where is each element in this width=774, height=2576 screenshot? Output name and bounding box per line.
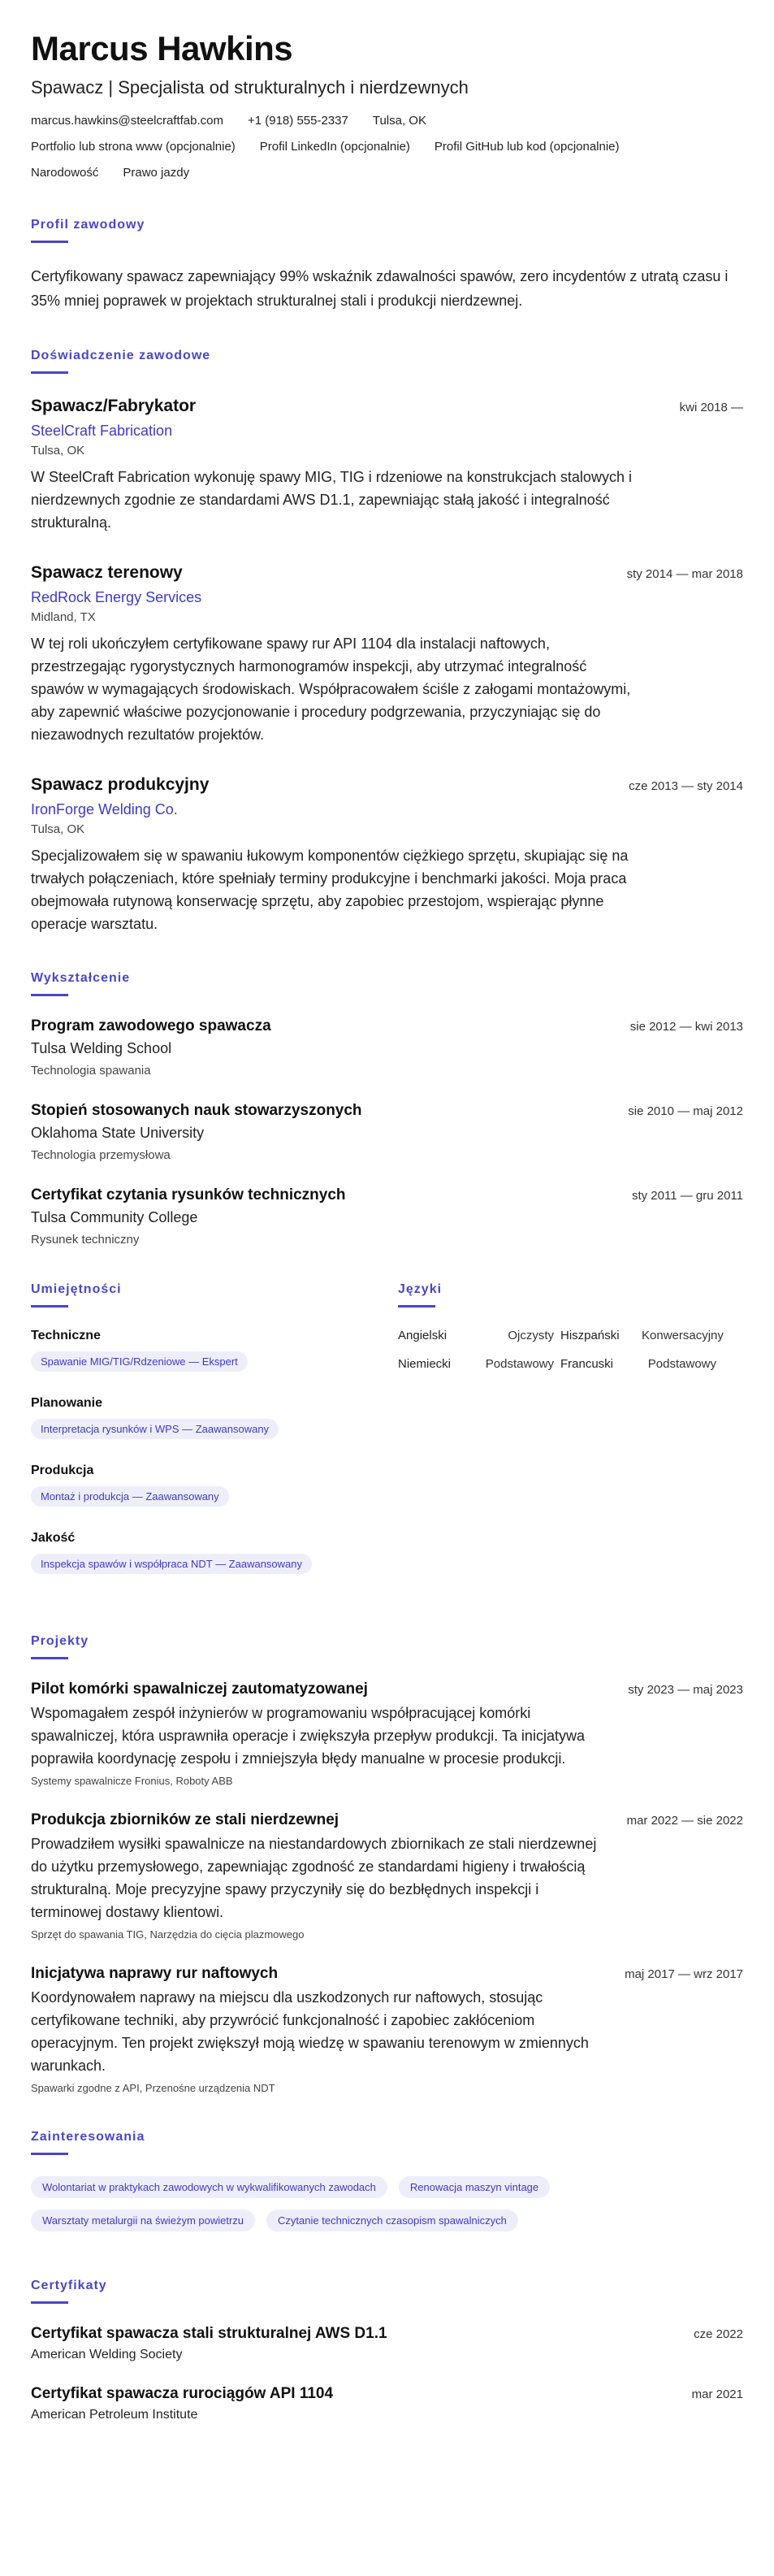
- field-of-study: Technologia spawania: [31, 1064, 151, 1078]
- job-description: W SteelCraft Fabrication wykonuję spawy MIG, TIG i rdzeniowe na konstrukcjach stalowych i nierdzewnych zgodnie ze standardami AWS D1.1, zapewniając stałą jakość i integralność strukturalną.: [31, 469, 632, 531]
- interest-chip: Renowacja maszyn vintage: [399, 2176, 550, 2198]
- location-text: Tulsa, OK: [372, 114, 426, 128]
- section-divider: [31, 2301, 68, 2304]
- education-dates: sty 2011 — gru 2011: [631, 1189, 743, 1203]
- project-dates: mar 2022 — sie 2022: [626, 1814, 743, 1828]
- education-item: [31, 1102, 743, 1162]
- projects-section: [31, 1634, 743, 2094]
- language-name: Hiszpański: [560, 1329, 620, 1342]
- experience-item: [31, 774, 743, 935]
- project-name: Pilot komórki spawalniczej zautomatyzowanej: [31, 1680, 368, 1698]
- summary-section: [31, 218, 743, 313]
- project-name: Inicjatywa naprawy rur naftowych: [31, 1965, 279, 1982]
- skill-chip: Interpretacja rysunków i WPS — Zaawansowany: [31, 1419, 279, 1439]
- skill-category: Jakość: [31, 1531, 76, 1545]
- language-level: Konwersacyjny: [642, 1329, 724, 1342]
- school-name: Tulsa Welding School: [31, 1040, 172, 1056]
- project-technologies: Spawarki zgodne z API, Przenośne urządzenia NDT: [31, 2082, 275, 2094]
- field-of-study: Technologia przemysłowa: [31, 1148, 171, 1162]
- experience-section: [31, 349, 743, 935]
- education-item: [31, 1017, 743, 1078]
- nationality-text: Narodowość: [31, 166, 99, 180]
- section-divider: [31, 371, 68, 374]
- section-divider: [31, 2153, 68, 2155]
- interest-chip: Wolontariat w praktykach zawodowych w wykwalifikowanych zawodach: [31, 2176, 387, 2198]
- driving-license-text: Prawo jazdy: [123, 166, 190, 180]
- project-technologies: Sprzęt do spawania TIG, Narzędzia do cięcia plazmowego: [31, 1928, 305, 1941]
- section-divider: [398, 1305, 435, 1308]
- project-item: [31, 1811, 743, 1941]
- certification-name: Certyfikat spawacza rurociągów API 1104: [31, 2385, 334, 2402]
- section-title: Projekty: [31, 1634, 89, 1648]
- program-name: Program zawodowego spawacza: [31, 1017, 271, 1034]
- interest-chip: Warsztaty metalurgii na świeżym powietrzu: [31, 2210, 255, 2231]
- job-dates: sty 2014 — mar 2018: [626, 567, 743, 581]
- certification-date: mar 2021: [691, 2387, 743, 2401]
- skill-group: [31, 1396, 398, 1446]
- section-title: Doświadczenie zawodowe: [31, 349, 211, 362]
- program-name: Certyfikat czytania rysunków technicznych: [31, 1186, 346, 1203]
- section-divider: [31, 1657, 68, 1659]
- resume-header: [31, 29, 743, 182]
- language-level: Podstawowy: [647, 1357, 716, 1371]
- section-title: Zainteresowania: [31, 2130, 145, 2144]
- skills-section: [31, 1282, 398, 1598]
- email-link[interactable]: marcus.hawkins@steelcraftfab.com: [31, 114, 223, 128]
- project-name: Produkcja zbiorników ze stali nierdzewnej: [31, 1811, 339, 1828]
- skill-group: [31, 1531, 398, 1581]
- certification-item: [31, 2325, 743, 2362]
- skill-category: Produkcja: [31, 1464, 94, 1477]
- school-name: Tulsa Community College: [31, 1209, 198, 1225]
- skill-chip: Spawanie MIG/TIG/Rdzeniowe — Ekspert: [31, 1351, 248, 1372]
- job-role: Spawacz terenowy: [31, 563, 183, 582]
- skill-category: Planowanie: [31, 1396, 103, 1410]
- certification-issuer: American Welding Society: [31, 2348, 183, 2361]
- section-divider: [31, 994, 68, 996]
- section-title: Wykształcenie: [31, 971, 131, 985]
- language-name: Niemiecki: [398, 1357, 452, 1371]
- candidate-title: Spawacz | Specjalista od strukturalnych i nierdzewnych: [31, 77, 469, 98]
- skill-group: [31, 1464, 398, 1513]
- project-item: [31, 1965, 743, 2094]
- linkedin-link[interactable]: Profil LinkedIn (opcjonalnie): [259, 140, 410, 154]
- interest-chip: Czytanie technicznych czasopism spawalniczych: [266, 2210, 518, 2231]
- job-description: W tej roli ukończyłem certyfikowane spawy rur API 1104 dla instalacji naftowych, przestrzegając rygorystycznych harmonogramów inspekcji, aby utrzymać integralność spawów w wymagających środowiskach. Współpracowałem ściśle z załogami montażowymi, aby zapewnić właściwe pozycjonowanie i procedury podgrzewania, przyczyniając się do niezawodnych rezultatów projektów.: [31, 635, 631, 743]
- skill-chip: Inspekcja spawów i współpraca NDT — Zaawansowany: [31, 1554, 312, 1574]
- languages-section: [398, 1282, 739, 1598]
- section-divider: [31, 241, 68, 243]
- experience-item: [31, 562, 743, 746]
- portfolio-link[interactable]: Portfolio lub strona www (opcjonalnie): [31, 140, 236, 154]
- job-dates: kwi 2018 —: [679, 401, 743, 414]
- skill-category: Techniczne: [31, 1329, 101, 1342]
- skill-group: [31, 1329, 398, 1378]
- field-of-study: Rysunek techniczny: [31, 1233, 140, 1247]
- skills-languages-row: [31, 1282, 743, 1598]
- certification-date: cze 2022: [694, 2327, 743, 2341]
- job-description: Specjalizowałem się w spawaniu łukowym komponentów ciężkiego sprzętu, skupiając się na trwałych połączeniach, które spełniały terminy produkcyjne i benchmarki jakości. Moja praca obejmowała rutynową konserwację sprzętu, aby zapobiec przestojom, wspierając płynne operacje warsztatu.: [31, 848, 629, 932]
- language-level: Podstawowy: [485, 1357, 554, 1371]
- program-name: Stopień stosowanych nauk stowarzyszonych: [31, 1102, 362, 1119]
- interests-list: [31, 2176, 743, 2243]
- summary-text: Certyfikowany spawacz zapewniający 99% wskaźnik zdawalności spawów, zero incydentów z utratą czasu i 35% mniej poprawek w projektach strukturalnej stali i produkcji nierdzewnej.: [31, 268, 729, 309]
- job-location: Midland, TX: [31, 610, 96, 624]
- languages-grid: [398, 1329, 739, 1371]
- experience-item: [31, 395, 743, 534]
- job-role: Spawacz produkcyjny: [31, 775, 210, 794]
- job-role: Spawacz/Fabrykator: [31, 397, 197, 415]
- candidate-name: Marcus Hawkins: [31, 29, 293, 67]
- contact-info: [31, 112, 743, 182]
- certifications-section: [31, 2279, 743, 2422]
- job-dates: cze 2013 — sty 2014: [629, 779, 743, 793]
- education-item: [31, 1186, 743, 1247]
- interests-section: [31, 2130, 743, 2243]
- section-divider: [31, 1305, 68, 1308]
- job-location: Tulsa, OK: [31, 444, 85, 458]
- school-name: Oklahoma State University: [31, 1125, 205, 1141]
- project-description: Wspomagałem zespół inżynierów w programowaniu współpracującej komórki spawalniczej, która usprawniła operacje i zwiększyła przepływ produkcji. Ta inicjatywa poprawiła koordynację zespołu i zmniejszyła błędy manualne w procesie produkcji.: [31, 1705, 585, 1767]
- language-level: Ojczysty: [508, 1329, 554, 1342]
- education-section: [31, 971, 743, 1247]
- project-dates: sty 2023 — maj 2023: [628, 1683, 743, 1697]
- certification-item: [31, 2385, 743, 2422]
- phone-link[interactable]: +1 (918) 555-2337: [247, 114, 348, 128]
- project-item: [31, 1680, 743, 1787]
- language-name: Francuski: [560, 1357, 614, 1371]
- project-description: Koordynowałem naprawy na miejscu dla uszkodzonych rur naftowych, stosując certyfikowane techniki, aby przywrócić funkcjonalność i zapobiec zakłóceniom operacyjnym. Ten projekt zwiększył moją wiedzę w spawaniu terenowym w zmiennych warunkach.: [31, 1989, 589, 2074]
- skill-chip: Montaż i produkcja — Zaawansowany: [31, 1486, 229, 1507]
- language-name: Angielski: [398, 1329, 448, 1342]
- company-name: RedRock Energy Services: [31, 589, 202, 605]
- company-name: IronForge Welding Co.: [31, 801, 178, 817]
- job-location: Tulsa, OK: [31, 822, 85, 836]
- certification-issuer: American Petroleum Institute: [31, 2408, 198, 2422]
- project-description: Prowadziłem wysiłki spawalnicze na niestandardowych zbiornikach ze stali nierdzewnej do użytku przemysłowego, zapewniając zgodność ze standardami higieny i trwałością strukturalną. Moje precyzyjne spawy przyczyniły się do bezbłędnych inspekcji i terminowej dostawy klientowi.: [31, 1836, 597, 1920]
- section-title: Profil zawodowy: [31, 218, 145, 232]
- project-dates: maj 2017 — wrz 2017: [625, 1967, 743, 1981]
- education-dates: sie 2012 — kwi 2013: [629, 1020, 743, 1034]
- company-name: SteelCraft Fabrication: [31, 423, 173, 439]
- section-title: Umiejętności: [31, 1282, 122, 1296]
- certification-name: Certyfikat spawacza stali strukturalnej AWS D1.1: [31, 2325, 387, 2342]
- project-technologies: Systemy spawalnicze Fronius, Roboty ABB: [31, 1775, 233, 1787]
- section-title: Certyfikaty: [31, 2279, 107, 2292]
- github-link[interactable]: Profil GitHub lub kod (opcjonalnie): [434, 140, 620, 154]
- education-dates: sie 2010 — maj 2012: [628, 1104, 743, 1118]
- section-title: Języki: [398, 1282, 443, 1296]
